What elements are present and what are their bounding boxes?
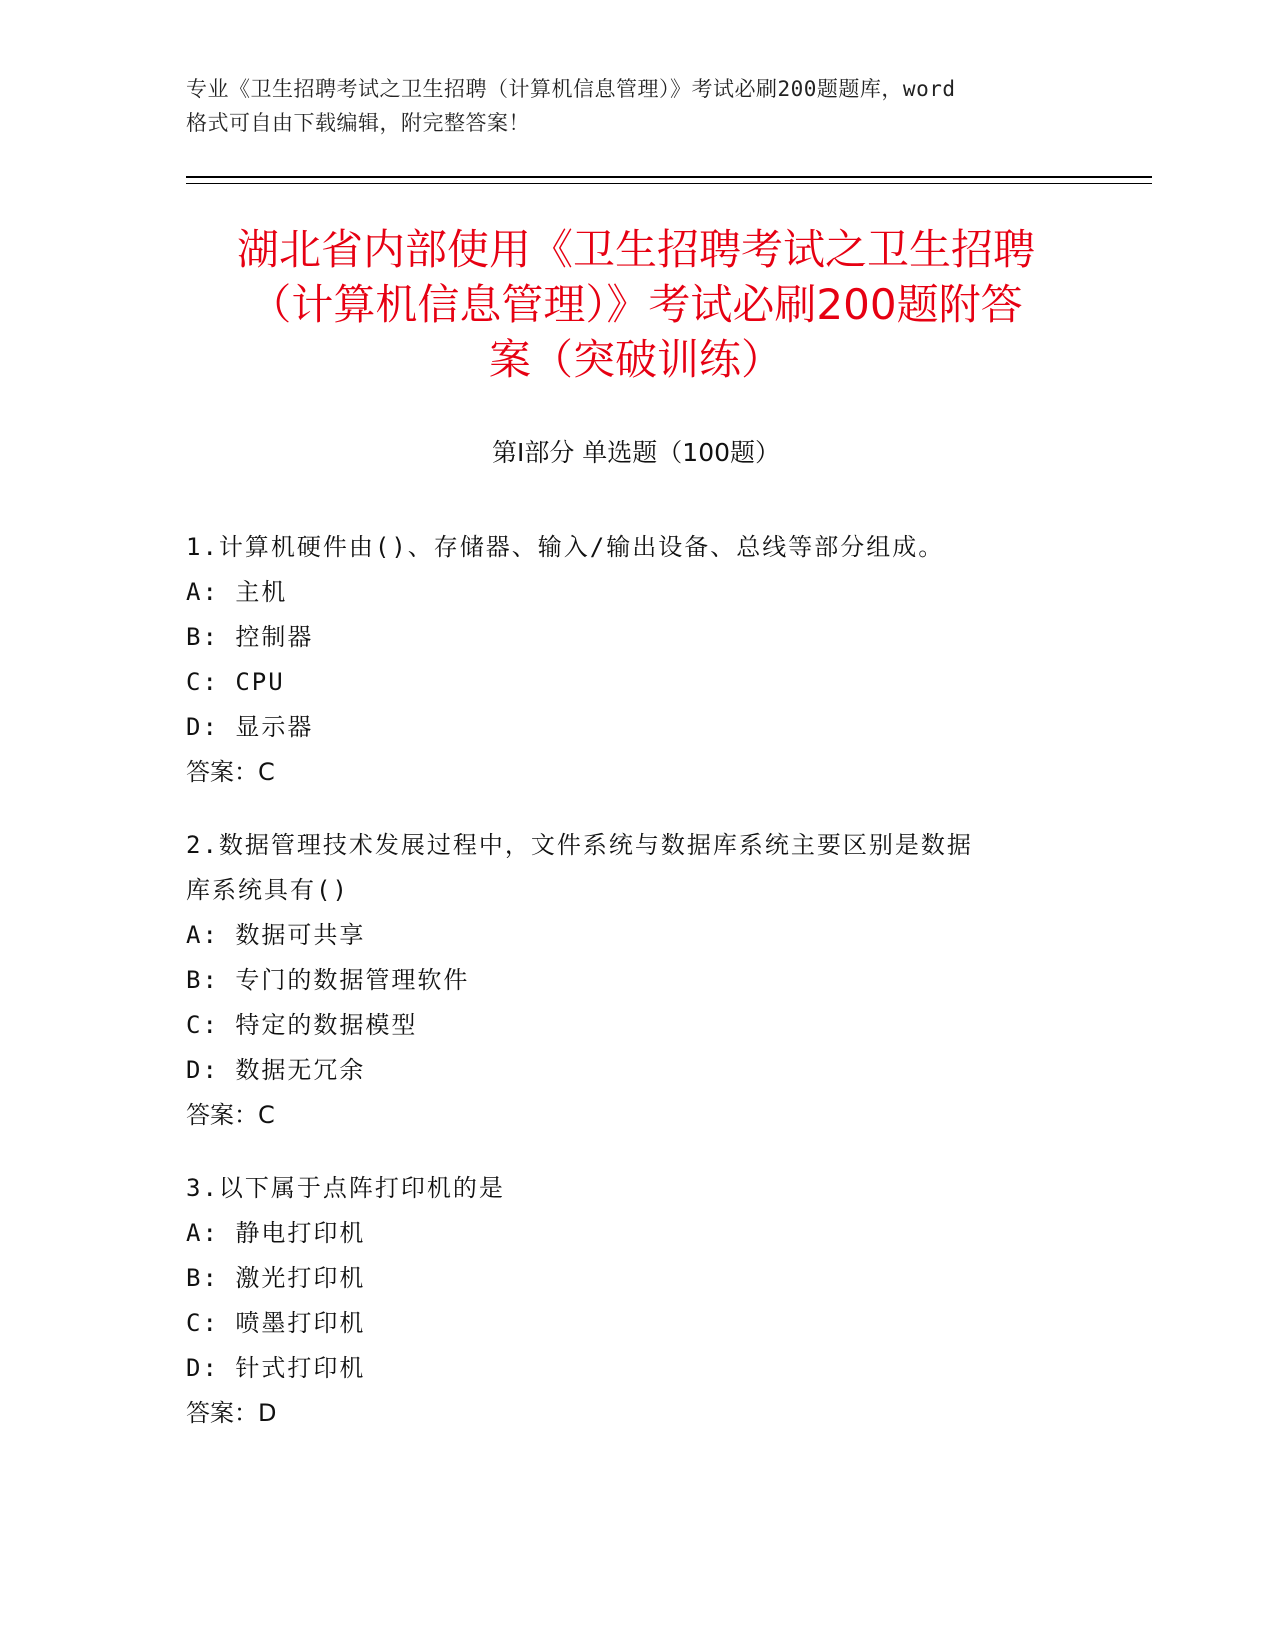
question-option: C: 喷墨打印机 (186, 1309, 366, 1337)
header-divider-thick (186, 176, 1152, 178)
question-item (186, 525, 1086, 795)
document-title (186, 222, 1086, 387)
section-title: 第Ⅰ部分 单选题（100题） (491, 438, 781, 467)
question-option: A: 数据可共享 (186, 921, 366, 949)
question-stem: 1.计算机硬件由()、存储器、输入/输出设备、总线等部分组成。 (186, 533, 945, 561)
header-note-line: 专业《卫生招聘考试之卫生招聘（计算机信息管理）》考试必刷200题题库，word (186, 77, 956, 101)
document-title-line: 案（突破训练） (488, 335, 783, 384)
question-option: C: 特定的数据模型 (186, 1011, 418, 1039)
question-option: D: 显示器 (186, 713, 314, 741)
question-option: A: 静电打印机 (186, 1219, 366, 1247)
question-option: B: 激光打印机 (186, 1264, 366, 1292)
question-option: B: 专门的数据管理软件 (186, 966, 470, 994)
question-option: D: 针式打印机 (186, 1354, 366, 1382)
question-stem: 3.以下属于点阵打印机的是 (186, 1174, 505, 1202)
header-note (186, 72, 1086, 140)
question-answer: 答案：D (186, 1399, 277, 1427)
header-divider-thin (186, 183, 1152, 184)
question-option: D: 数据无冗余 (186, 1056, 366, 1084)
question-option: B: 控制器 (186, 623, 314, 651)
document-title-line: （计算机信息管理）》考试必刷200题附答 (249, 280, 1023, 329)
question-answer: 答案：C (186, 1101, 275, 1129)
question-item (186, 823, 1086, 1138)
question-option: C: CPU (186, 668, 285, 696)
question-stem: 2.数据管理技术发展过程中，文件系统与数据库系统主要区别是数据 (186, 831, 973, 859)
question-item (186, 1166, 1086, 1436)
header-note-line: 格式可自由下载编辑，附完整答案！ (186, 111, 530, 135)
question-answer: 答案：C (186, 758, 275, 786)
question-list (186, 525, 1086, 1464)
question-stem-continued: 库系统具有() (186, 876, 349, 904)
question-option: A: 主机 (186, 578, 288, 606)
document-title-line: 湖北省内部使用《卫生招聘考试之卫生招聘 (236, 225, 1035, 274)
